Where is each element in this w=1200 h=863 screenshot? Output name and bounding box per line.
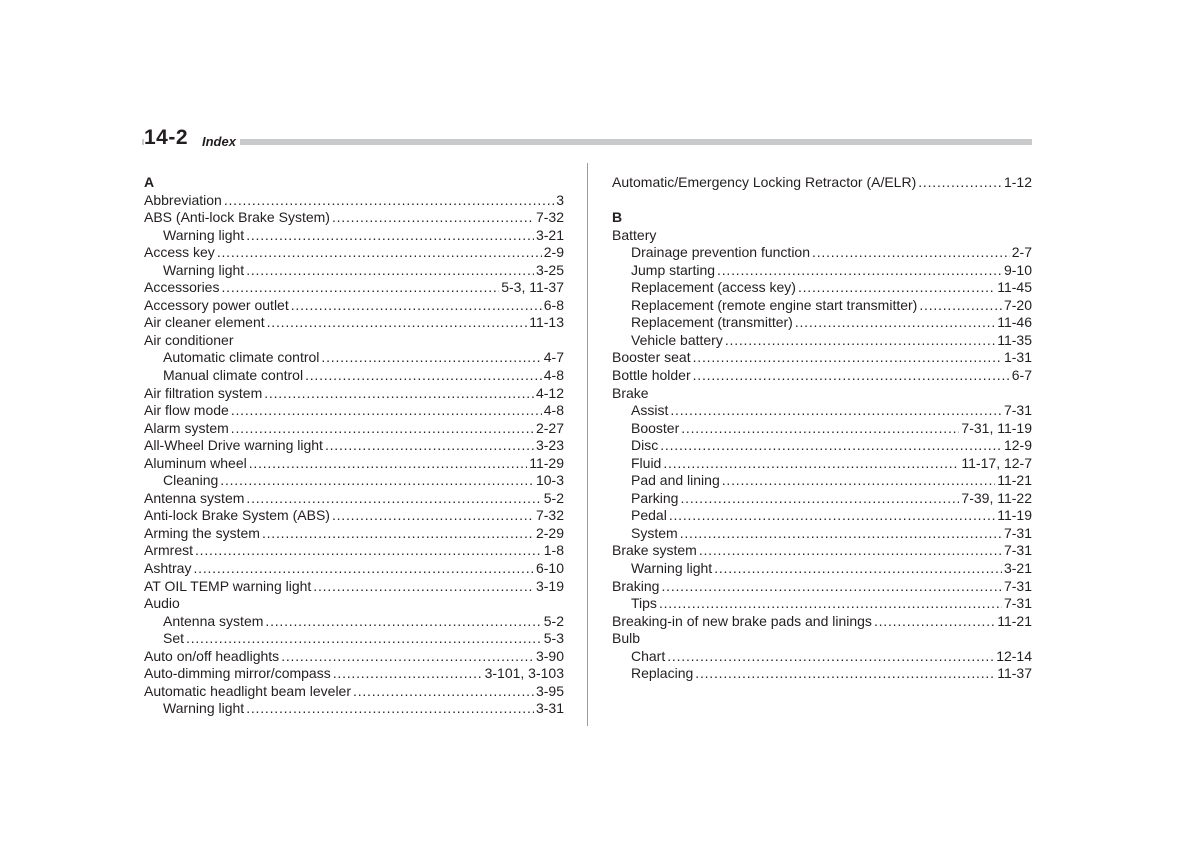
- index-subentry: [612, 595, 1032, 613]
- index-entry: [144, 192, 564, 210]
- page-reference[interactable]: 2-29: [535, 524, 564, 541]
- dot-leader: [231, 402, 542, 420]
- dot-leader: [660, 437, 1002, 455]
- index-entry: [144, 683, 564, 701]
- index-group-heading: [144, 595, 564, 613]
- entry-term: Warning light: [163, 700, 245, 717]
- page-reference[interactable]: 2-7: [1011, 244, 1032, 261]
- index-subentry: [612, 525, 1032, 543]
- entry-term: Armrest: [144, 542, 193, 559]
- index-entry: [144, 385, 564, 403]
- dot-leader: [717, 262, 1002, 280]
- page-reference[interactable]: 12-14: [996, 647, 1032, 664]
- page-reference[interactable]: 7-31: [1003, 542, 1032, 559]
- entry-term: Air filtration system: [144, 384, 263, 401]
- dot-leader: [220, 472, 534, 490]
- dot-leader: [798, 279, 995, 297]
- entry-term: Braking: [612, 577, 660, 594]
- index-entry: [144, 314, 564, 332]
- page-reference[interactable]: 7-31: [1003, 595, 1032, 612]
- index-entry: [144, 209, 564, 227]
- page-reference[interactable]: 3-95: [535, 682, 564, 699]
- index-subentry: [612, 507, 1032, 525]
- page-reference[interactable]: 6-7: [1011, 367, 1032, 384]
- index-letter-heading: B: [612, 209, 623, 226]
- page-reference[interactable]: 11-37: [997, 665, 1032, 682]
- dot-leader: [264, 385, 534, 403]
- index-subentry: [612, 455, 1032, 473]
- dot-leader: [246, 700, 534, 718]
- dot-leader: [353, 683, 534, 701]
- dot-leader: [670, 402, 1002, 420]
- entry-term: Air flow mode: [144, 402, 229, 419]
- page-reference[interactable]: 11-13: [529, 314, 564, 331]
- dot-leader: [680, 490, 959, 508]
- entry-term: Alarm system: [144, 419, 229, 436]
- entry-term: Bulb: [612, 630, 641, 647]
- page-reference[interactable]: 7-31: [1003, 524, 1032, 541]
- page-reference[interactable]: 12-9: [1003, 437, 1032, 454]
- index-entry: [144, 665, 564, 683]
- dot-leader: [246, 227, 534, 245]
- dot-leader: [695, 665, 995, 683]
- page-reference[interactable]: 3-25: [535, 261, 564, 278]
- entry-term: Replacement (remote engine start transmitter): [631, 296, 918, 313]
- index-entry: [144, 490, 564, 508]
- dot-leader: [663, 455, 959, 473]
- dot-leader: [669, 507, 995, 525]
- entry-term: Antenna system: [163, 612, 264, 629]
- entry-term: Replacing: [631, 665, 694, 682]
- dot-leader: [714, 560, 1002, 578]
- index-entry: [612, 578, 1032, 596]
- dot-leader: [667, 648, 994, 666]
- entry-term: Warning light: [163, 226, 245, 243]
- entry-term: All-Wheel Drive warning light: [144, 437, 323, 454]
- index-entry: [144, 525, 564, 543]
- dot-leader: [193, 560, 534, 578]
- section-title: Index: [198, 134, 240, 149]
- index-entry: [144, 437, 564, 455]
- index-subentry: [144, 262, 564, 280]
- index-subentry: [612, 437, 1032, 455]
- entry-term: Tips: [631, 595, 657, 612]
- page-reference[interactable]: 7-31: [1003, 577, 1032, 594]
- dot-leader: [224, 192, 554, 210]
- page-reference[interactable]: 4-8: [543, 367, 564, 384]
- page-reference[interactable]: 5-3: [543, 630, 564, 647]
- index-group-heading: [612, 227, 1032, 245]
- page-reference[interactable]: 7-20: [1003, 296, 1032, 313]
- page-reference[interactable]: 7-32: [535, 507, 564, 524]
- page-reference[interactable]: 3-31: [535, 700, 564, 717]
- page-reference[interactable]: 3-101, 3-103: [484, 665, 564, 682]
- index-entry: [144, 402, 564, 420]
- index-entry: [612, 542, 1032, 560]
- page-reference[interactable]: 11-21: [997, 612, 1032, 629]
- entry-term: Air conditioner: [144, 331, 234, 348]
- page-number: 14-2: [144, 126, 198, 150]
- entry-term: Fluid: [631, 454, 662, 471]
- entry-term: Manual climate control: [163, 367, 304, 384]
- page-reference[interactable]: 11-45: [997, 279, 1032, 296]
- entry-term: Replacement (transmitter): [631, 314, 793, 331]
- index-entry: [144, 578, 564, 596]
- dot-leader: [812, 244, 1010, 262]
- page-reference[interactable]: 5-2: [543, 489, 564, 506]
- entry-term: Chart: [631, 647, 666, 664]
- index-subentry: [612, 490, 1032, 508]
- dot-leader: [332, 507, 534, 525]
- index-subentry: [612, 420, 1032, 438]
- entry-term: Warning light: [163, 261, 245, 278]
- page-reference[interactable]: 11-46: [997, 314, 1032, 331]
- entry-term: Bottle holder: [612, 367, 691, 384]
- page-reference[interactable]: 3: [556, 191, 564, 208]
- entry-term: Aluminum wheel: [144, 454, 247, 471]
- entry-term: Booster seat: [612, 349, 691, 366]
- index-entry: [144, 560, 564, 578]
- page-reference[interactable]: 11-19: [997, 507, 1032, 524]
- dot-leader: [221, 279, 499, 297]
- page-reference[interactable]: 6-8: [543, 296, 564, 313]
- entry-term: Abbreviation: [144, 191, 222, 208]
- dot-leader: [918, 174, 1002, 192]
- dot-leader: [186, 630, 542, 648]
- page-header: [142, 126, 1032, 150]
- index-subentry: [612, 279, 1032, 297]
- entry-term: Replacement (access key): [631, 279, 796, 296]
- dot-leader: [246, 262, 534, 280]
- entry-term: Automatic/Emergency Locking Retractor (A/ELR): [612, 174, 917, 190]
- entry-term: Brake: [612, 384, 649, 401]
- dot-leader: [725, 332, 995, 350]
- spacer: [612, 192, 1032, 210]
- index-group-heading: [612, 385, 1032, 403]
- page-reference[interactable]: 10-3: [535, 472, 564, 489]
- dot-leader: [321, 349, 541, 367]
- page-reference[interactable]: 3-21: [535, 226, 564, 243]
- index-subentry: [612, 262, 1032, 280]
- index-column-left: [144, 174, 564, 718]
- entry-term: Automatic climate control: [163, 349, 320, 366]
- index-entry: [612, 349, 1032, 367]
- index-entry: [144, 244, 564, 262]
- entry-term: Accessory power outlet: [144, 296, 289, 313]
- entry-term: Access key: [144, 244, 215, 261]
- entry-term: Assist: [631, 402, 669, 419]
- index-subentry: [612, 297, 1032, 315]
- page-reference[interactable]: 11-17, 12-7: [961, 454, 1032, 471]
- index-subentry: [612, 665, 1032, 683]
- index-subentry: [612, 332, 1032, 350]
- index-column-right: [612, 174, 1032, 683]
- index-subentry: [144, 613, 564, 631]
- entry-term: Jump starting: [631, 261, 716, 278]
- index-subentry: [612, 314, 1032, 332]
- page-reference[interactable]: 5-2: [543, 612, 564, 629]
- entry-term: Air cleaner element: [144, 314, 265, 331]
- entry-term: Ashtray: [144, 560, 192, 577]
- dot-leader: [265, 613, 541, 631]
- index-subentry: [144, 367, 564, 385]
- index-entry: [144, 648, 564, 666]
- entry-term: AT OIL TEMP warning light: [144, 577, 312, 594]
- entry-term: Vehicle battery: [631, 331, 723, 348]
- index-entry: [144, 297, 564, 315]
- index-subentry: [612, 560, 1032, 578]
- dot-leader: [246, 490, 541, 508]
- entry-term: Booster: [631, 419, 680, 436]
- entry-term: Pedal: [631, 507, 667, 524]
- page-reference[interactable]: 3-23: [535, 437, 564, 454]
- dot-leader: [231, 420, 534, 438]
- page-reference[interactable]: 11-29: [529, 454, 564, 471]
- entry-term: ABS (Anti-lock Brake System): [144, 209, 330, 226]
- dot-leader: [722, 472, 995, 490]
- page-reference[interactable]: 7-32: [535, 209, 564, 226]
- dot-leader: [919, 297, 1002, 315]
- entry-term: Auto-dimming mirror/compass: [144, 665, 331, 682]
- page-reference[interactable]: 3-19: [535, 577, 564, 594]
- dot-leader: [291, 297, 542, 315]
- index-subentry: [612, 244, 1032, 262]
- entry-term: System: [631, 524, 678, 541]
- index-subentry: [144, 227, 564, 245]
- entry-term: Disc: [631, 437, 659, 454]
- dot-leader: [217, 244, 542, 262]
- dot-leader: [267, 314, 528, 332]
- index-letter-heading: A: [144, 174, 155, 190]
- index-group-heading: [144, 332, 564, 350]
- index-subentry: [144, 700, 564, 718]
- column-divider: [587, 163, 588, 726]
- page-reference[interactable]: 2-9: [543, 244, 564, 261]
- dot-leader: [680, 525, 1002, 543]
- entry-term: Antenna system: [144, 489, 245, 506]
- entry-term: Audio: [144, 595, 180, 612]
- index-entry: [612, 613, 1032, 631]
- index-entry: [144, 420, 564, 438]
- entry-term: Battery: [612, 226, 657, 243]
- dot-leader: [305, 367, 542, 385]
- page-reference[interactable]: 4-8: [543, 402, 564, 419]
- entry-term: Arming the system: [144, 524, 260, 541]
- index-subentry: [144, 349, 564, 367]
- dot-leader: [281, 648, 534, 666]
- index-entry: [612, 174, 1032, 192]
- page-reference[interactable]: 3-21: [1003, 560, 1032, 577]
- dot-leader: [693, 367, 1010, 385]
- entry-term: Automatic headlight beam leveler: [144, 682, 352, 699]
- dot-leader: [313, 578, 534, 596]
- dot-leader: [795, 314, 995, 332]
- page-reference[interactable]: 6-10: [535, 560, 564, 577]
- page-reference[interactable]: 5-3, 11-37: [501, 279, 564, 296]
- index-entry: [144, 455, 564, 473]
- dot-leader: [681, 420, 959, 438]
- header-rule: [142, 139, 1032, 145]
- index-subentry: [612, 472, 1032, 490]
- page-reference[interactable]: 2-27: [535, 419, 564, 436]
- index-entry: [144, 279, 564, 297]
- page-reference[interactable]: 4-12: [535, 384, 564, 401]
- dot-leader: [874, 613, 995, 631]
- dot-leader: [661, 578, 1002, 596]
- entry-term: Breaking-in of new brake pads and linings: [612, 612, 872, 629]
- entry-term: Cleaning: [163, 472, 219, 489]
- dot-leader: [693, 349, 1002, 367]
- index-subentry: [144, 472, 564, 490]
- index-subentry: [612, 648, 1032, 666]
- entry-term: Brake system: [612, 542, 697, 559]
- dot-leader: [262, 525, 534, 543]
- entry-term: Anti-lock Brake System (ABS): [144, 507, 330, 524]
- page-reference[interactable]: 9-10: [1003, 261, 1032, 278]
- dot-leader: [659, 595, 1002, 613]
- index-entry: [612, 367, 1032, 385]
- dot-leader: [249, 455, 528, 473]
- dot-leader: [333, 665, 483, 683]
- entry-term: Warning light: [631, 560, 713, 577]
- index-entry: [144, 542, 564, 560]
- entry-term: Auto on/off headlights: [144, 647, 280, 664]
- page-reference[interactable]: 7-39, 11-22: [961, 489, 1032, 506]
- index-entry: [144, 507, 564, 525]
- entry-term: Drainage prevention function: [631, 244, 811, 261]
- index-subentry: [612, 402, 1032, 420]
- dot-leader: [195, 542, 542, 560]
- page-reference[interactable]: 1-8: [543, 542, 564, 559]
- index-group-heading: [612, 630, 1032, 648]
- page-reference[interactable]: 1-31: [1003, 349, 1032, 366]
- entry-term: Pad and lining: [631, 472, 720, 489]
- page-reference[interactable]: 7-31, 11-19: [961, 419, 1032, 436]
- page-reference[interactable]: 4-7: [543, 349, 564, 366]
- dot-leader: [699, 542, 1002, 560]
- entry-term: Accessories: [144, 279, 220, 296]
- dot-leader: [325, 437, 534, 455]
- page-reference[interactable]: 7-31: [1003, 402, 1032, 419]
- page-reference[interactable]: 11-21: [997, 472, 1032, 489]
- entry-term: Parking: [631, 489, 679, 506]
- index-subentry: [144, 630, 564, 648]
- page-reference[interactable]: 11-35: [997, 331, 1032, 348]
- dot-leader: [332, 209, 534, 227]
- page-reference[interactable]: 1-12: [1003, 174, 1032, 190]
- page-reference[interactable]: 3-90: [535, 647, 564, 664]
- entry-term: Set: [163, 630, 185, 647]
